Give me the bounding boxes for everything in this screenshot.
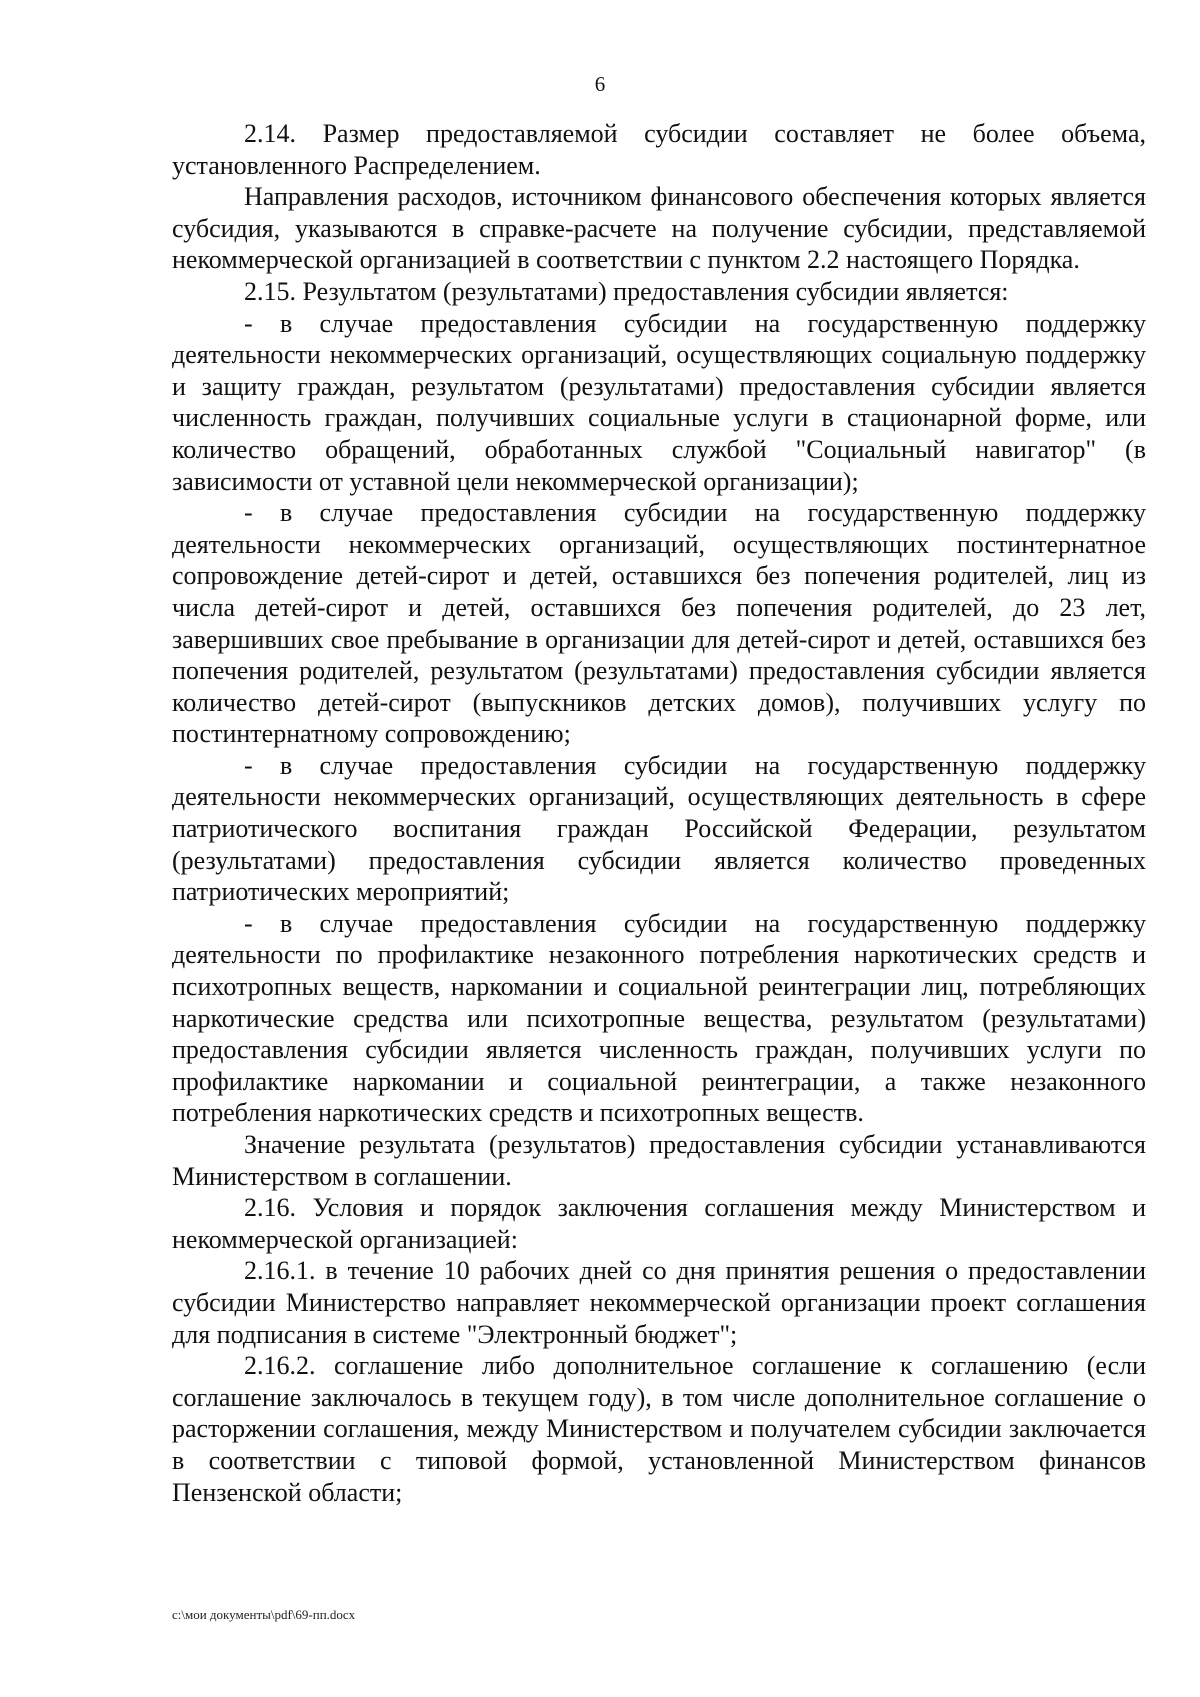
document-body [172,118,1146,1508]
page-number: 6 [594,72,606,96]
footer-file-path: c:\мои документы\pdf\69-пп.docx [172,1607,356,1622]
paragraph-drug-prevention: - в случае предоставления субсидии на государственную поддержку деятельности по профилактике незаконного потребления наркотических средств и психотропных веществ, наркомании и социальной реинтеграции лиц, потребляющих наркотические средства или психотропные вещества, результатом (результатами) предоставления субсидии является численность граждан, получивших услуги по профилактике наркомании и социальной реинтеграции, а также незаконного потребления наркотических средств и психотропных веществ. [172,908,1146,1128]
paragraph-patriotic-education: - в случае предоставления субсидии на государственную поддержку деятельности некоммерческих организаций, осуществляющих деятельность в сфере патриотического воспитания граждан Российской Федерации, результатом (результатами) предоставления субсидии является количество проведенных патриотических мероприятий; [172,750,1146,907]
paragraph-2-14: 2.14. Размер предоставляемой субсидии составляет не более объема, установленного Распределением. [172,119,1146,180]
paragraph-result-value: Значение результата (результатов) предоставления субсидии устанавливаются Министерством в соглашении. [172,1130,1146,1191]
paragraph-orphans-support: - в случае предоставления субсидии на государственную поддержку деятельности некоммерческих организаций, осуществляющих постинтернатное сопровождение детей-сирот и детей, оставшихся без попечения родителей, лиц из числа детей-сирот и детей, оставшихся без попечения родителей, до 23 лет, завершивших свое пребывание в организации для детей-сирот и детей, оставшихся без попечения родителей, результатом (результатами) предоставления субсидии является количество детей-сирот (выпускников детских домов), получивших услугу по постинтернатному сопровождению; [172,498,1146,749]
paragraph-2-15: 2.15. Результатом (результатами) предоставления субсидии является: [244,276,1009,306]
paragraph-expenses: Направления расходов, источником финансового обеспечения которых является субсидия, указываются в справке-расчете на получение субсидии, представляемой некоммерческой организацией в соответствии с пунктом 2.2 настоящего Порядка. [172,182,1146,275]
paragraph-2-16-2: 2.16.2. соглашение либо дополнительное соглашение к соглашению (если соглашение заключалось в текущем году), в том числе дополнительное соглашение о расторжении соглашения, между Министерством и получателем субсидии заключается в соответствии с типовой формой, установленной Министерством финансов Пензенской области; [172,1351,1146,1507]
paragraph-2-16-1: 2.16.1. в течение 10 рабочих дней со дня принятия решения о предоставлении субсидии Министерство направляет некоммерческой организации проект соглашения для подписания в системе "Электронный бюджет"; [172,1256,1146,1349]
paragraph-social-support: - в случае предоставления субсидии на государственную поддержку деятельности некоммерческих организаций, осуществляющих социальную поддержку и защиту граждан, результатом (результатами) предоставления субсидии является численность граждан, получивших социальные услуги в стационарной форме, или количество обращений, обработанных службой "Социальный навигатор" (в зависимости от уставной цели некоммерческой организации); [172,308,1146,496]
paragraph-2-16: 2.16. Условия и порядок заключения соглашения между Министерством и некоммерческой организацией: [172,1193,1146,1254]
